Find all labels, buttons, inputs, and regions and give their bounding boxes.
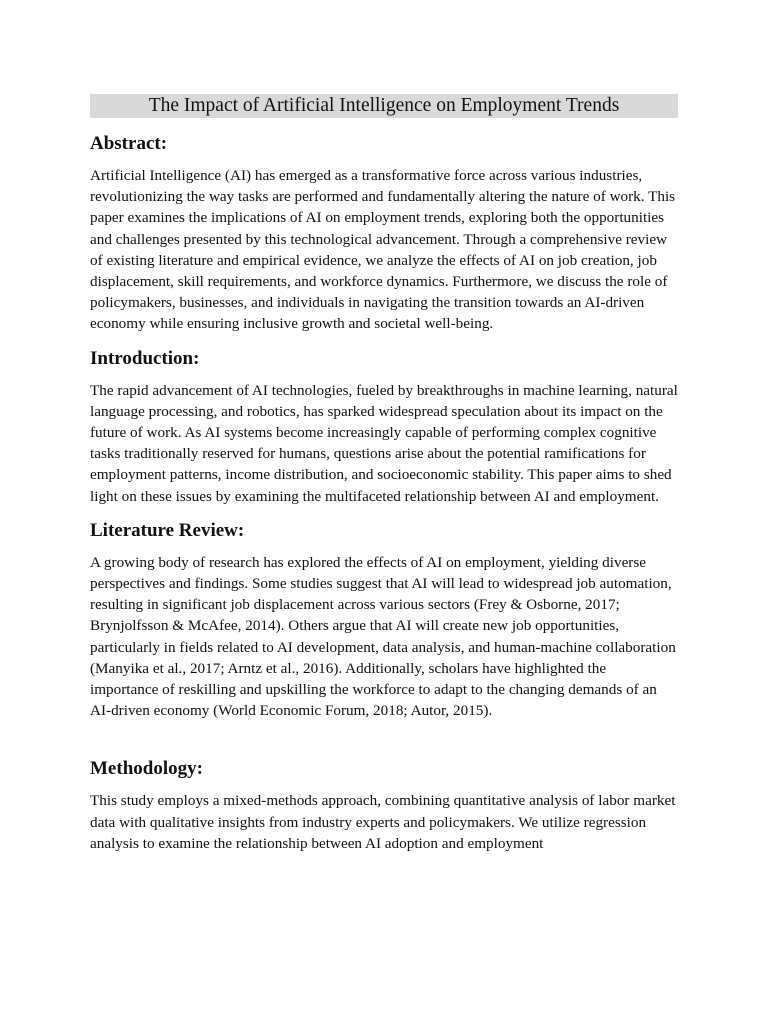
section-heading-introduction: Introduction: <box>90 347 200 369</box>
section-heading-literature-review: Literature Review: <box>90 519 245 541</box>
section-body-literature-review: A growing body of research has explored the effects of AI on employment, yielding diverse perspectives and findings. Some studies suggest that AI will lead to widespread job automation, resulting in significant job displacement across various sectors (Frey & Osborne, 2017; Brynjolfsson & McAfee, 2014). Others argue that AI will create new job opportunities, particularly in fields related to AI development, data analysis, and human-machine collaboration (Manyika et al., 2017; Arntz et al., 2016). Additionally, scholars have highlighted the importance of reskilling and upskilling the workforce to adapt to the changing demands of an AI-driven economy (World Economic Forum, 2018; Autor, 2015). <box>90 553 676 720</box>
section-heading-abstract: Abstract: <box>90 133 168 154</box>
document-page <box>90 94 678 866</box>
section-body-introduction: The rapid advancement of AI technologies, fueled by breakthroughs in machine learning, natural language processing, and robotics, has sparked widespread speculation about its impact on the future of work. As AI systems become increasingly capable of performing complex cognitive tasks traditionally reserved for humans, questions arise about the potential ramifications for employment patterns, income distribution, and socioeconomic stability. This paper aims to shed light on these issues by examining the multifaceted relationship between AI and employment. <box>90 381 678 505</box>
section-heading-methodology: Methodology: <box>90 758 203 780</box>
document-title: The Impact of Artificial Intelligence on Employment Trends <box>90 94 678 118</box>
section-body-methodology: This study employs a mixed-methods approach, combining quantitative analysis of labor market data with qualitative insights from industry experts and policymakers. We utilize regression analysis to examine the relationship between AI adoption and employment <box>90 792 676 852</box>
section-body-abstract: Artificial Intelligence (AI) has emerged as a transformative force across various industries, revolutionizing the way tasks are performed and fundamentally altering the nature of work. This paper examines the implications of AI on employment trends, exploring both the opportunities and challenges presented by this technological advancement. Through a comprehensive review of existing literature and empirical evidence, we analyze the effects of AI on job creation, job displacement, skill requirements, and workforce dynamics. Furthermore, we discuss the role of policymakers, businesses, and individuals in navigating the transition towards an AI-driven economy while ensuring inclusive growth and societal well-being. <box>90 167 676 333</box>
section-spacer <box>90 733 678 757</box>
